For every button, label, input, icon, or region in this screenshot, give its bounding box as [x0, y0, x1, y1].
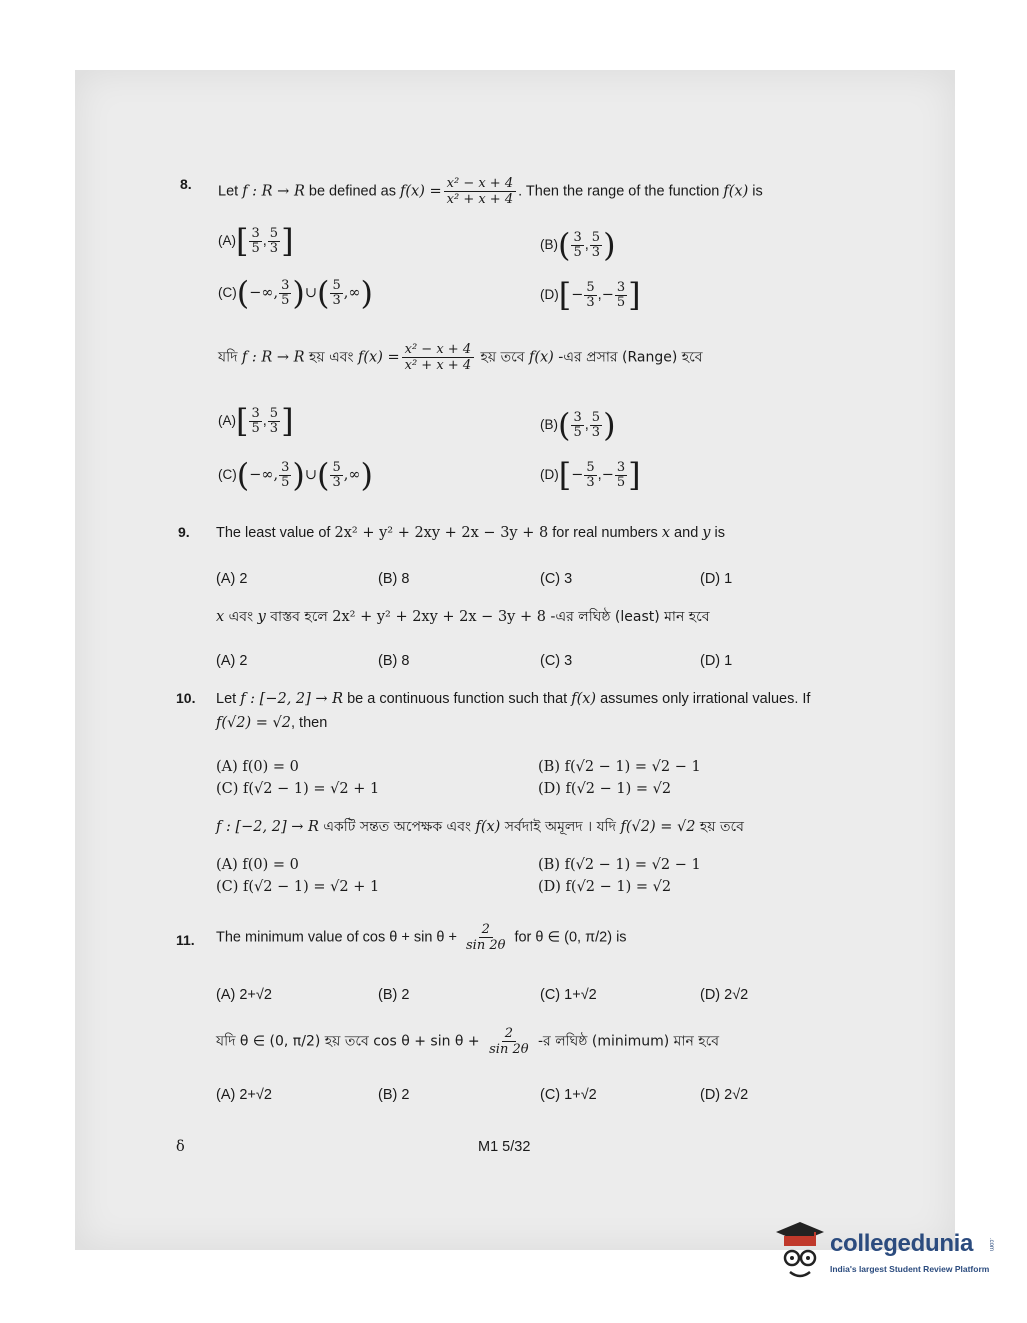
collegedunia-logo [772, 1218, 1002, 1288]
q9-option-c-bengali: (C) 3 [540, 653, 573, 669]
brand-com: .com [988, 1238, 994, 1252]
q10-option-a: (A) f(0) = 0 [216, 759, 299, 775]
q11-option-a: (A) 2+√2 [216, 987, 272, 1003]
q9-option-b: (B) 8 [378, 571, 410, 587]
q9-statement-bengali: x এবং y বাস্তব হলে 2x² + y² + 2xy + 2x − 3y + 8 -এর লঘিষ্ঠ (least) মান হবে [216, 609, 710, 625]
q10-option-b: (B) f(√2 − 1) = √2 − 1 [538, 759, 701, 775]
q10-option-a-bengali: (A) f(0) = 0 [216, 857, 299, 873]
brand-name: collegedunia [830, 1230, 974, 1257]
brand-tagline: India's largest Student Review Platform [830, 1264, 990, 1274]
q8-option-a: (A)[ $\frac{3}{5}$ , $\frac{5}{3}$ ] [218, 222, 294, 260]
q8-number: 8. [180, 176, 192, 192]
q11-number: 11. [176, 932, 195, 948]
q8-fraction: $\frac{\text{x² − x + 4}}{\text{x² + x + 4}}$ [444, 176, 516, 207]
q8-statement: Let f : R → R be defined as f(x) = $\frac{\text{x² − x + 4}}{\text{x² + x + 4}}$ . Then the range of the function f(x) is [218, 176, 763, 207]
q8-option-c-bengali: (C)(−∞, $\frac{3}{5}$ )∪( $\frac{5}{3}$ ,∞) [218, 456, 373, 494]
q9-option-a: (A) 2 [216, 571, 248, 587]
q10-statement-line1: Let f : [−2, 2] → R be a continuous function such that f(x) assumes only irrational values. If [216, 691, 811, 707]
q11-fraction: $\frac{2}{\sin 2\theta}$ [466, 922, 506, 953]
footer-mark: δ [176, 1139, 185, 1155]
q10-option-d-bengali: (D) f(√2 − 1) = √2 [538, 879, 672, 895]
q10-option-d: (D) f(√2 − 1) = √2 [538, 781, 672, 797]
q8-option-d-bengali: (D)[− $\frac{5}{3}$ ,− $\frac{3}{5}$ ] [540, 456, 641, 494]
q9-number: 9. [178, 524, 190, 540]
q10-option-b-bengali: (B) f(√2 − 1) = √2 − 1 [538, 857, 701, 873]
q10-statement-line2: f(√2) = √2, then [216, 715, 328, 731]
q10-option-c: (C) f(√2 − 1) = √2 + 1 [216, 781, 380, 797]
q11-option-b-bengali: (B) 2 [378, 1087, 410, 1103]
q9-option-b-bengali: (B) 8 [378, 653, 410, 669]
q10-statement-bengali: f : [−2, 2] → R একটি সন্তত অপেক্ষক এবং f(x) সর্বদাই অমূলদ । যদি f(√2) = √2 হয় তবে [216, 819, 744, 835]
q11-statement: The minimum value of cos θ + sin θ + $\frac{2}{\sin 2\theta}$ for θ ∈ (0, π/2) is [216, 922, 627, 953]
q9-option-a-bengali: (A) 2 [216, 653, 248, 669]
q11-option-b: (B) 2 [378, 987, 410, 1003]
q8-option-d: (D)[− $\frac{5}{3}$ ,− $\frac{3}{5}$ ] [540, 276, 641, 314]
q10-number: 10. [176, 690, 196, 706]
q11-option-c-bengali: (C) 1+√2 [540, 1087, 597, 1103]
q8-option-a-bengali: (A)[ $\frac{3}{5}$ , $\frac{5}{3}$ ] [218, 402, 294, 440]
q8-statement-bengali: যদি f : R → R হয় এবং f(x) = $\frac{\text{x² − x + 4}}{\text{x² + x + 4}}$ হয় তবে f(x) -এর প্রসার (Range) হবে [218, 342, 703, 373]
q11-option-c: (C) 1+√2 [540, 987, 597, 1003]
q11-statement-bengali: যদি θ ∈ (0, π/2) হয় তবে cos θ + sin θ + $\frac{2}{\sin 2\theta}$ -র লঘিষ্ঠ (minimum) মান হবে [216, 1026, 720, 1057]
q8-option-c: (C)(−∞, $\frac{3}{5}$ )∪( $\frac{5}{3}$ ,∞) [218, 274, 373, 312]
q9-option-d-bengali: (D) 1 [700, 653, 733, 669]
exam-page [75, 70, 955, 1250]
page-number: M1 5/32 [478, 1139, 531, 1155]
q8-option-b: (B)( $\frac{3}{5}$ , $\frac{5}{3}$ ) [540, 226, 616, 264]
q11-option-d: (D) 2√2 [700, 987, 749, 1003]
q8-option-b-bengali: (B)( $\frac{3}{5}$ , $\frac{5}{3}$ ) [540, 406, 616, 444]
q11-option-a-bengali: (A) 2+√2 [216, 1087, 272, 1103]
q9-option-d: (D) 1 [700, 571, 733, 587]
q10-option-c-bengali: (C) f(√2 − 1) = √2 + 1 [216, 879, 380, 895]
q9-statement: The least value of 2x² + y² + 2xy + 2x − 3y + 8 for real numbers x and y is [216, 525, 725, 541]
q9-option-c: (C) 3 [540, 571, 573, 587]
q11-option-d-bengali: (D) 2√2 [700, 1087, 749, 1103]
mascot-icon [772, 1218, 828, 1288]
